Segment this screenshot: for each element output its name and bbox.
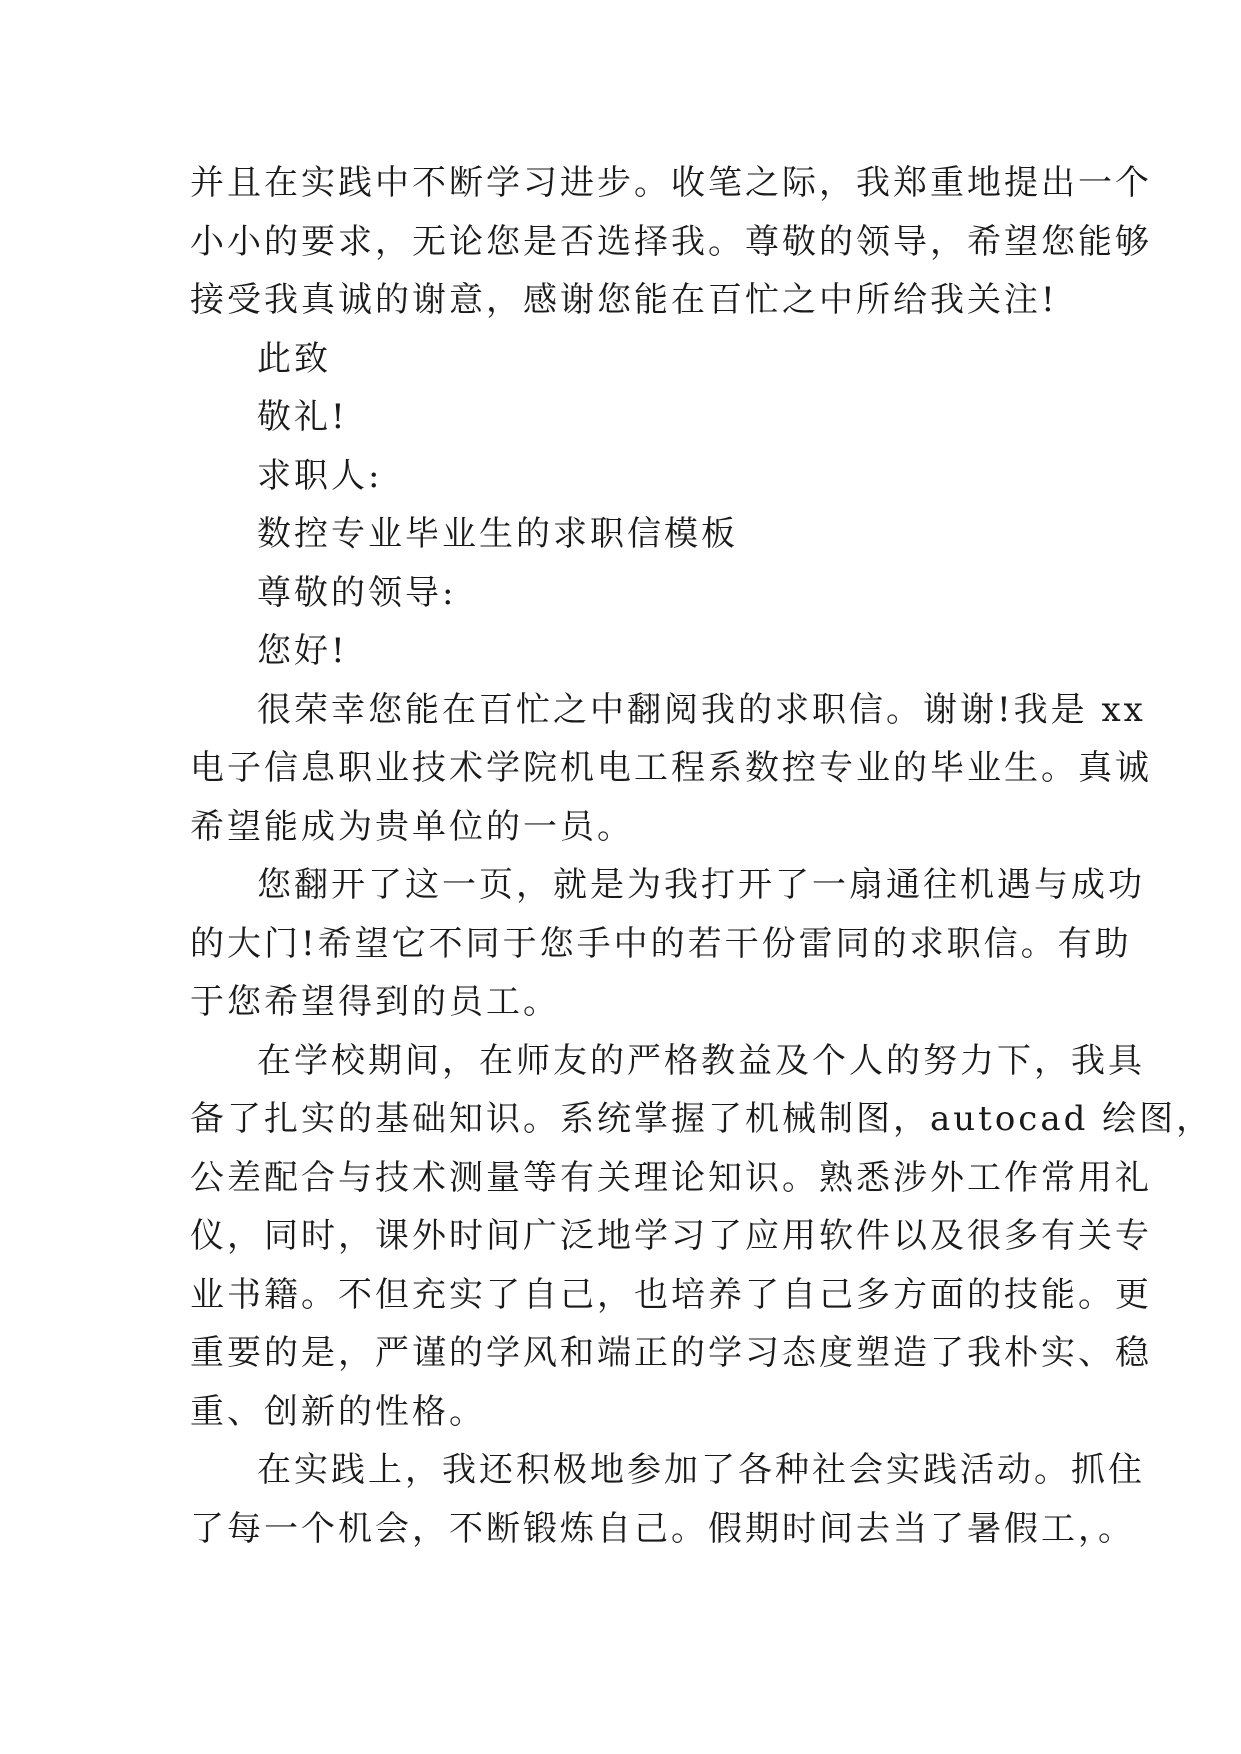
signature-label: 求职人: — [257, 455, 383, 496]
text-line: 仪，同时，课外时间广泛地学习了应用软件以及很多有关专 — [190, 1216, 1152, 1256]
text-line: 并且在实践中不断学习进步。收笔之际，我郑重地提出一个 — [190, 163, 1152, 203]
paragraph-start: 很荣幸您能在百忙之中翻阅我的求职信。谢谢!我是 xx — [257, 689, 1146, 730]
text-line: 公差配合与技术测量等有关理论知识。熟悉涉外工作常用礼 — [190, 1157, 1152, 1198]
text-line: 小小的要求，无论您是否选择我。尊敬的领导，希望您能够 — [190, 221, 1152, 262]
text-line: 接受我真诚的谢意，感谢您能在百忙之中所给我关注! — [190, 280, 1058, 320]
document-page — [190, 154, 1214, 1558]
paragraph-start: 您翻开了这一页，就是为我打开了一扇通往机遇与成功 — [257, 865, 1145, 905]
text-line: 备了扎实的基础知识。系统掌握了机械制图，autocad 绘图， — [190, 1099, 1214, 1139]
section-title: 数控专业毕业生的求职信模板 — [257, 514, 738, 554]
text-line: 希望能成为贵单位的一员。 — [190, 806, 634, 847]
text-line: 业书籍。不但充实了自己，也培养了自己多方面的技能。更 — [190, 1274, 1152, 1315]
closing-line: 此致 — [257, 338, 331, 379]
text-line: 于您希望得到的员工。 — [190, 982, 560, 1022]
greeting-line: 尊敬的领导: — [257, 572, 457, 613]
text-line: 重要的是，严谨的学风和端正的学习态度塑造了我朴实、稳 — [190, 1333, 1152, 1373]
paragraph-start: 在实践上，我还积极地参加了各种社会实践活动。抓住 — [257, 1450, 1145, 1490]
paragraph-start: 在学校期间，在师友的严格教益及个人的努力下，我具 — [257, 1040, 1145, 1081]
text-line: 的大门!希望它不同于您手中的若干份雷同的求职信。有助 — [190, 923, 1132, 964]
greeting-line: 您好! — [257, 631, 348, 671]
text-line: 重、创新的性格。 — [190, 1391, 486, 1432]
text-line: 电子信息职业技术学院机电工程系数控专业的毕业生。真诚 — [190, 748, 1152, 788]
text-line: 了每一个机会，不断锻炼自己。假期时间去当了暑假工，。 — [190, 1508, 1135, 1549]
salutation-line: 敬礼! — [257, 397, 348, 437]
